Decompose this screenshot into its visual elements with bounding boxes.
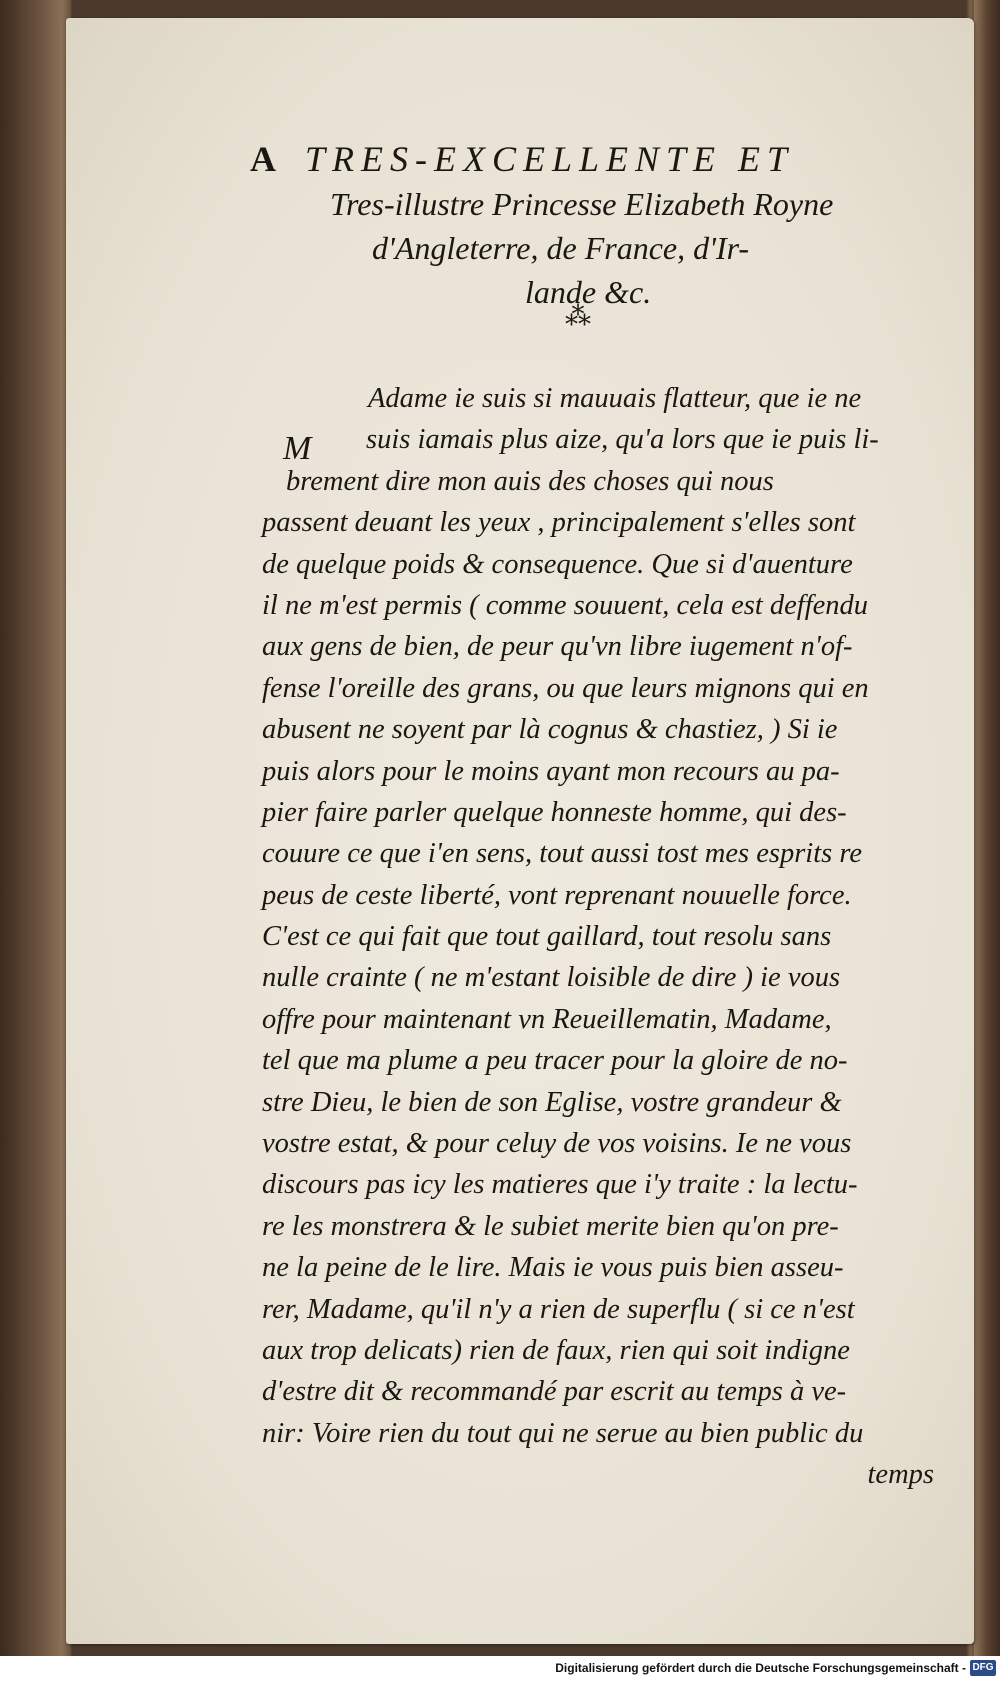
text-line: Adame ie suis si mauuais flatteur, que ie ne [368,383,862,414]
dfg-logo-icon[interactable]: DFG [970,1660,996,1676]
text-line: passent deuant les yeux , principalement s'elles sont [262,507,856,539]
text-line: brement dire mon auis des choses qui nous [286,465,774,497]
text-line: rer, Madame, qu'il n'y a rien de superflu ( si ce n'est [262,1293,855,1325]
heading-initial: A [250,139,283,179]
book-edge [974,0,1000,1681]
text-line: peus de ceste liberté, vont reprenant nouuelle force. [262,879,852,911]
text-line: de quelque poids & consequence. Que si d'auenture [262,548,853,580]
catchword: temps [867,1459,934,1491]
text-line: discours pas icy les matieres que i'y traite : la lectu- [262,1169,858,1201]
heading-title: TRES-EXCELLENTE ET [305,139,795,179]
text-line: tel que ma plume a peu tracer pour la gloire de no- [262,1045,848,1077]
text-line: nir: Voire rien du tout qui ne serue au bien public du [262,1417,864,1449]
text-line: fense l'oreille des grans, ou que leurs mignons qui en [262,672,869,704]
heading-line-1 [250,138,950,180]
text-line: nulle crainte ( ne m'estant loisible de dire ) ie vous [262,962,841,994]
text-line: suis iamais plus aize, qu'a lors que ie puis li- [366,424,879,456]
digitization-credit: Digitalisierung gefördert durch die Deutsche Forschungsgemeinschaft - [555,1661,966,1675]
heading-line-3: d'Angleterre, de France, d'Ir- [372,230,750,266]
heading-line-2: Tres-illustre Princesse Elizabeth Royne [330,186,834,222]
text-line: ne la peine de le lire. Mais ie vous puis bien asseu- [262,1252,844,1284]
asterism-ornament: ⁂ [565,302,593,331]
letter-body [262,378,962,1496]
initial-letter: M [283,430,312,467]
text-line: abusent ne soyent par là cognus & chastiez, ) Si ie [262,714,838,746]
text-line: stre Dieu, le bien de son Eglise, vostre grandeur & [262,1086,842,1118]
text-line: aux gens de bien, de peur qu'vn libre iugement n'of- [262,631,853,663]
text-line: aux trop delicats) rien de faux, rien qui soit indigne [262,1334,850,1366]
heading-line-4: lande &c. [525,274,652,310]
text-line: il ne m'est permis ( comme souuent, cela est deffendu [262,589,869,621]
text-line: re les monstrera & le subiet merite bien qu'on pre- [262,1210,839,1242]
text-line: offre pour maintenant vn Reueillematin, Madame, [262,1003,832,1035]
text-line: vostre estat, & pour celuy de vos voisins. Ie ne vous [262,1128,852,1160]
text-line: C'est ce qui fait que tout gaillard, tout resolu sans [262,921,832,953]
text-line: puis alors pour le moins ayant mon recours au pa- [262,755,840,787]
text-line: couure ce que i'en sens, tout aussi tost mes esprits re [262,838,863,870]
text-line: d'estre dit & recommandé par escrit au temps à ve- [262,1376,847,1408]
text-line: pier faire parler quelque honneste homme, qui des- [262,796,847,828]
dedication-heading [250,138,950,314]
